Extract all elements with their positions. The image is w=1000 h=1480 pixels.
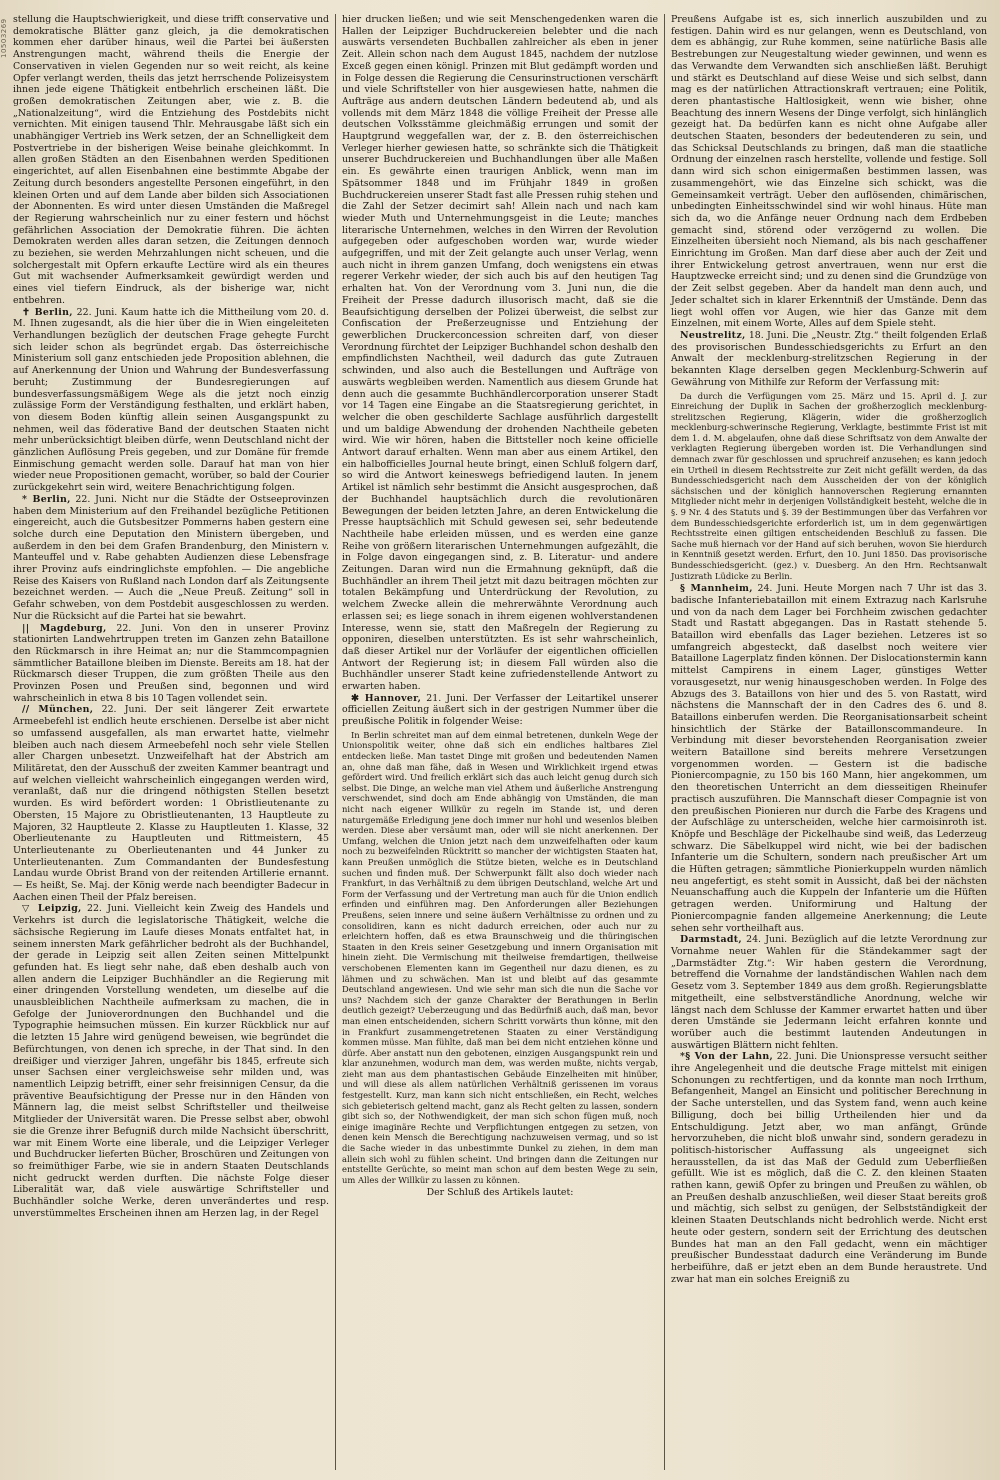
quoted-text: In Berlin schreitet man auf dem einmal betretenen, dunkeln Wege der Unionspolitik weiter, ohne daß sich ein endliches haltbares Ziel entdecken ließe. Man tastet Dinge mit großen und bedeutenden Namen an, ohne daß man fähe, daß in Wesen und Wirklichkeit irgend etwas gefördert wird. Und freilich erklärt sich das auch leicht genug durch sich selbst. Die Dinge, an welche man viel Athem und äußerliche Anstrengung verschwendet, sind doch am Ende abhängig von Umständen, die man nicht nach eigener Willkür zu regeln im Stande ist, und deren naturgemäße Erledigung jene doch immer nur hohl und wesenlos bleiben werden. Diese aber versäumt man, oder will sie nicht anerkennen. Der Umfang, welchen die Union jetzt nach dem unzweifelhaften oder kaum noch zu bezweifelnden Rücktritt so mancher der wichtigsten Staaten hat, kann Preußen unmöglich die Stütze bieten, welche es in Deutschland suchen und finden muß. Der Schwerpunkt fällt also doch wieder nach Frankfurt, in das Verhältniß zu dem übrigen Deutschland, welche Art und Form der Verfassung und der Vertretung man auch für die Union endlich erfinden und einführen mag. Den Anforderungen aller Beziehungen Preußens, seien innere und seine äußern Verhältnisse zu ordnen und zu consolidiren, kann es nicht dadurch erreichen, oder auch nur zu erleichtern hoffen, daß es etwa Braunschweig und die thüringischen Staaten in den Kreis seiner Gesetzgebung und innern Organisation mit hinein zieht. Die Vermischung mit theilweise fremdartigen, theilweise verschobenen Elementen kann im Gegentheil nur dazu dienen, es zu lähmen und zu schwächen. Man ist und bleibt auf das gesammte Deutschland angewiesen. Und wie sehr man sich die nun die Sache vor uns? Nachdem sich der ganze Charakter der Berathungen in Berlin deutlich gezeigt? Ueberzeugung und das Bedürfniß auch, daß man, bevor man einen entscheidenden, sichern Schritt vorwärts thun könne, mit den in Frankfurt zusammengetretenen Staaten zu einer Verständigung kommen müsse. Man fühlte, daß man bei dem nicht entziehen könne und dürfe. Aber anstatt nun den gebotenen, einzigen Ausgangspunkt rein und klar anzunehmen, wodurch man dem, was werden mußte, nichts vergab, zieht man aus dem phantastischen Gebäude Einzelheiten mit hinüber, und will diese als allem natürlichen Verhältniß gerissenen im voraus festgestellt. Kurz, man kann sich nicht entschließen, ein Recht, welches sich gebieterisch geltend macht, ganz als Recht gelten zu lassen, sondern gibt sich so, der Nothwendigkeit, der man sich schon fügen muß, noch einige imaginäre Rechte und Verpflichtungen entgegen zu setzen, von denen kein Mensch die Berechtigung nachzuweisen vermag, und so ist die Sache wieder in das unbestimmte Dunkel zu ziehen, in dem man allein sich wohl zu fühlen scheint. Und bringen dann die Zeitungen nur entstellte Gerüchte, so meint man schon auf dem besten Wege zu sein, um Alles der Willkür zu lassen zu können.: [342, 729, 658, 1185]
dateline: ✱ Hannover,: [351, 692, 422, 704]
news-body: 24. Juni. Heute Morgen nach 7 Uhr ist das 3. badische Infanteriebataillon mit einem Extrazug nach Karlsruhe und von da nach dem Lager bei Forchheim zwischen gedachter Stadt und Rastatt abgegangen. Das in Rastatt stehende 5. Bataillon wird ebenfalls das Lager beziehen. Letzeres ist so umfangreich abgesteckt, daß daselbst noch weitere vier Bataillone Lagerplatz finden können. Der Dislocationstermin kann mittelst Campirens in einem Lager, günstiges Wetter vorausgesetzt, nur wenig hinausgeschoben werden. In Folge des Abzugs des 3. Bataillons von hier und des 5. von Rastatt, wird nächstens die Mannschaft der in den Cadres des 6. und 8. Bataillons einberufen werden. Die Reorganisationsarbeit scheint hinsichtlich der Stärke der Bataillonscommandeure. In Verbindung mit dieser bevorstehenden Reorganisation zweier weitern Bataillone sind bereits mehrere Versetzungen vorgenommen worden. — Gestern ist die badische Pioniercompagnie, zu 150 bis 160 Mann, hier angekommen, um den theoretischen Unterricht an dem diesseitigen Rheinufer practisch auszuführen. Die Mannschaft dieser Compagnie ist von den preußischen Pionieren nur durch die Farbe des Kragens und der Aufschläge zu unterscheiden, welche hier carmoisinroth ist. Knöpfe und Beschläge der Pickelhaube sind weiß, das Lederzeug schwarz. Die Säbelkuppel wird nicht, wie bei der badischen Infanterie um die Schultern, sondern nach preußischer Art um die Hüften getragen; sämmtliche Pionierkuppeln wurden nämlich neu angefertigt, es steht somit in Aussicht, daß bei der nächsten Neuanschaffung auch die Kuppeln der Infanterie um die Hüften getragen werden. Uniformirung und Haltung der Pioniercompagnie fanden allgemeine Anerkennung; die Leute sehen sehr vortheilhaft aus.: [671, 583, 988, 934]
news-item: [13, 623, 329, 705]
news-item: [13, 903, 329, 1219]
dateline: // München,: [22, 704, 94, 716]
quoted-text: Da durch die Verfügungen vom 25. März und 15. April d. J. zur Einreichung der Duplik in Sachen der großherzoglich mecklenburg-strelitzschen Regierung, Klägerin, wider die großherzoglich mecklenburg-schwerinsche Regierung, Verklagte, bestimmte Frist ist mit dem 1. d. M. abgelaufen, ohne daß diese Schriftsatz von dem Anwalte der verklagten Regierung übergeben worden ist. Die Verhandlungen sind demnach zwar für geschlossen und spruchreif anzusehen; es kann jedoch ein Urtheil in diesem Rechtsstreite zur Zeit nicht gefällt werden, da das Bundesschiedsgericht nach dem Ausscheiden der von der königlich sächsischen und der königlich hannoverschen Regierung ernannten Mitglieder nicht mehr in derjenigen Vollständigkeit besteht, welche die in §. 9 Nr. 4 des Statuts und §. 39 der Bestimmungen über das Verfahren vor dem Bundesschiedsgerichte erforderlich ist, um in dem gegenwärtigen Rechtsstreite einen giltigen entscheidenden Beschluß zu fassen. Die Sache muß hiernach vor der Hand auf sich beruhen, wovon Sie hierdurch in Kenntniß gesetzt werden. Erfurt, den 10. Juni 1850. Das provisorische Bundesschiedsgericht. (gez.) v. Duesberg. An den Hrn. Rechtsanwalt Justizrath Lüdicke zu Berlin.: [671, 390, 987, 581]
continued-text: Preußens Aufgabe ist es, sich innerlich auszubilden und zu festigen. Dahin wird es nur gelangen, wenn es Deutschland, von dem es abhängig, zur Ruhe kommen, seine natürliche Basis alle Bestrebungen zur Neugestaltung wieder gewinnen, und wenn es das Verwandte dem Verwandten sich anschließen läßt. Beruhigt und stärkt es Deutschland auf diese Weise und sich selbst, dann mag es der natürlichen Attractionskraft vertrauen; eine Politik, deren phantastische Haltlosigkeit, wenn wie bisher, ohne Beachtung des innern Wesens der Dinge verfolgt, sich hinlänglich gezeigt hat. Da bedürfen kann es nicht ohne Aufgabe aller deutschen Staaten, besonders der bedeutenderen zu sein, und das Schicksal Deutschlands zu bringen, daß man die staatliche Ordnung der einzelnen rasch herstellte, vollende und festige. Soll dann wird sich schon einigermaßen bestimmen lassen, was zusammengehört, wie das Einzelne sich schickt, was die Gemeinsamkeit verträgt. Ueber den auflösenden, chimärischen, unbedingten Einheitsschwindel sind wir wohl hinaus. Hüte man sich da, wo die Anfänge neuer Ordnung nach dem Erdbeben gemacht sind, störend oder verzögernd zu wollen. Die Einzelheiten übersieht noch Niemand, als bis nach geschaffener Einrichtung im Großen. Man darf diese aber auch der Zeit und ihrer Entwickelung getrost anvertrauen, wenn nur erst die Hauptzwecke erreicht sind; und zu denen sind die Grundzüge von der Zeit selbst gegeben. Aber da handelt man denn auch, und Jeder schaltet sich in klarer Erkenntniß der Umstände. Denn das liegt wohl offen vor Augen, wie hier das Ganze mit dem Einzelnen, mit einem Worte, Alles auf dem Spiele steht.: [671, 14, 987, 330]
news-item: [671, 330, 987, 389]
archive-id: 10503269: [0, 18, 8, 58]
news-body: 18. Juni. Die „Neustr. Ztg.“ theilt folgenden Erlaß des provisorischen Bundesschiedsgerichts zu Erfurt an den Anwalt der mecklenburg-strelitzschen Regierung in der bekannten Klage derselben gegen Mecklenburg-Schwerin auf Gewährung von Mithilfe zur Reform der Verfassung mit:: [671, 329, 987, 388]
centered-line: Der Schluß des Artikels lautet:: [426, 1187, 574, 1199]
continued-text: hier drucken ließen; und wie seit Menschengedenken waren die Hallen der Leipziger Buchdruckereien belebter und die nach auswärts versendeten Buchballen zahlreicher als eben in jener Zeit. Allein schon nach dem August 1845, nachdem der nutzlose Exceß gegen einen königl. Prinzen mit Blut gedämpft worden und in Folge dessen die Regierung die Censurinstructionen verschärft und viele Schriftsteller von hier ausgewiesen hatte, nahmen die Aufträge aus andern deutschen Ländern bedeutend ab, und als vollends mit dem März 1848 die völlige Freiheit der Presse alle deutschen Volksstämme gleichmäßig errungen und somit der Hauptgrund weggefallen war, der z. B. den österreichischen Verleger hierher gewiesen hatte, so schränkte sich die Thätigkeit unserer Buchdruckereien und Buchhandlungen über alle Maßen ein. Es gewährte einen traurigen Anblick, wenn man im Spätsommer 1848 und im Frühjahr 1849 in großen Buchdruckereien unserer Stadt fast alle Pressen ruhig stehen und die Zahl der Setzer decimirt sah! Allein nach und nach kam wieder Muth und Unternehmungsgeist in die Leute; manches literarische Unternehmen, welches in den Wirren der Revolution aufgegeben oder aufgeschoben worden war, wurde wieder aufgegriffen, und mit der Zeit gelangte auch unser Verlag, wenn auch nicht in ihrem ganzen Umfang, doch wenigstens ein etwas regerer Verkehr wieder, der sich auch bis auf den heutigen Tag erhalten hat. Von der Verordnung vom 3. Juni nun, die die Freiheit der Presse dadurch illusorisch macht, daß sie die Beaufsichtigung derselben der Polizei überweist, die selbst zur Confiscation der Preßerzeugnisse und Entziehung der gewerblichen Druckerconcession schreiten darf, von dieser Verordnung fürchtet der Leipziger Buchhandel schon deshalb den empfindlichsten Nachtheil, weil dadurch das gute Zutrauen schwinden, und also auch die Bestellungen und Aufträge von auswärts wegbleiben werden. Namentlich aus diesem Grunde hat denn auch die gesammte Buchhändlercorporation unserer Stadt vor 14 Tagen eine Eingabe an die Staatsregierung gerichtet, in welcher die oben geschilderte Sachlage ausführlich dargestellt und um baldige Abwendung der drohenden Nachtheile gebeten wird. Wie wir hören, haben die Bittsteller noch keine officielle Antwort darauf erhalten. Wenn man aber aus einem Artikel, den ein halbofficielles Journal heute bringt, einen Schluß folgern darf, so wird die Antwort keineswegs befriedigend lauten. In jenem Artikel ist nämlich sehr bestimmt die Ansicht ausgesprochen, daß der Buchhandel hauptsächlich durch die revolutionären Bewegungen der beiden letzten Jahre, an deren Entwickelung die Presse hauptsächlich mit Schuld gewesen sei, sehr bedeutende Nachtheile habe erleiden müssen, und es werden eine ganze Reihe von größern literarischen Unternehmungen aufgezählt, die in Folge davon eingegangen sind, z. B. Literatur- und andere Zeitungen. Daran wird nun die Ermahnung geknüpft, daß die Buchhändler an ihrem Theil jetzt mit dazu beitragen möchten zur totalen Bekämpfung und Unterdrückung der Revolution, zu welchem Zwecke allein die mehrerwähnte Verordnung auch erlassen sei; es liege sonach in ihrem eigenen wohlverstandenen Interesse, wenn sie, statt den Maßregeln der Regierung zu opponiren, dieselben unterstützten. Es ist sehr wahrscheinlich, daß dieser Artikel nur der Vorläufer der eigentlichen officiellen Antwort der Regierung ist; in diesem Fall würden also die Buchhändler unserer Stadt keine zufriedenstellende Antwort zu erwarten haben.: [342, 14, 658, 693]
news-item: [13, 494, 329, 623]
news-body: 21. Juni. Der Verfasser der Leitartikel unserer officiellen Zeitung äußert sich in der gestrigen Nummer über die preußische Politik in folgender Weise:: [342, 692, 659, 728]
dateline: *§ Von der Lahn,: [680, 1051, 774, 1063]
news-body: 22. Juni. Vielleicht kein Zweig des Handels und Verkehrs ist durch die legislatorische Thätigkeit, welche die sächsische Regierung im Laufe dieses Monats entfaltet hat, in seinem innersten Mark gefährlicher bedroht als der Buchhandel, der gerade in Leipzig seit allen Zeiten seinen Mittelpunkt gefunden hat. Es liegt sehr nahe, daß eben deshalb auch von allen andern die Leipziger Buchhändler an die Regierung mit einer dringenden Vorstellung wendeten, um dieselbe auf die unausbleiblichen Nachtheile aufmerksam zu machen, die in Gefolge der Junioverordnungen den Buchhandel und die Typographie heimsuchen müssen. Ein kurzer Rückblick nur auf die letzten 15 Jahre wird genügend beweisen, wie begründet die Befürchtungen, von denen ich spreche, in der That sind. In den dreißiger und vierziger Jahren, ungefähr bis 1845, erfreute sich unser Sachsen einer vergleichsweise sehr milden und, was namentlich Leipzig betrifft, einer sehr freisinnigen Censur, da die präventive Beaufsichtigung der Presse nur in den Händen von Männern lag, die meist selbst Schriftsteller und theilweise Mitglieder der Universität waren. Die Presse selbst aber, obwohl sie die Grenze ihrer Befugniß durch milde Nachsicht überschritt, war mit Einem Worte eine liberale, und die Leipziger Verleger und Buchdrucker lieferten Bücher, Broschüren und Zeitungen von so freimüthiger Farbe, wie sie in andern Staaten Deutschlands nicht gedruckt werden durften. Die nächste Folge dieser Liberalität war, daß viele auswärtige Schriftsteller und Buchhändler solche Werke, deren unverändertes und resp. unverstümmeltes Erscheinen ihnen am Herzen lag, in der Regel: [13, 903, 330, 1219]
news-item: [13, 704, 329, 903]
column-1: [8, 14, 334, 1470]
continued-text: stellung die Hauptschwierigkeit, und diese trifft conservative und demokratische Blätter ganz gleich, ja die demokratischen kommen eher darüber hinaus, weil die Partei bei äußersten Anstrengungen macht, während theils die Energie der Conservativen in vielen Gegenden nur so weit reicht, als keine Opfer verlangt werden, theils das jetzt herrschende Polizeisystem ihnen jede eigene Thätigkeit entbehrlich erscheinen läßt. Die großen demokratischen Zeitungen aber, wie z. B. die „Nationalzeitung“, wird die Entziehung des Postdebits nicht vernichten. Mit einigen tausend Thlr. Mehrausgabe läßt sich ein unabhängiger Vertrieb ins Werk setzen, der an Schnelligkeit dem Postvertriebe in der bisherigen Weise beinahe gleichkommt. In allen großen Städten an den Eisenbahnen werden Speditionen eingerichtet, auf allen Eisenbahnen eine bestimmte Abgabe der Zeitung durch besonders angestellte Personen eingeführt, in den kleinen Orten und auf dem Lande aber bilden sich Associationen der Abonnenten. Es wird unter diesen Umständen die Maßregel der Regierung wahrscheinlich nur zu einer festern und höchst gefährlichen Association der Demokratie führen. Die ächten Demokraten werden alles daran setzen, die Zeitungen dennoch zu beziehen, sie werden Mehrzahlungen nicht scheuen, und die solchergestalt mit Opfern erkaufte Lectüre wird als ein theures Gut mit wachsender Aufmerksamkeit gewürdigt werden und eines viel tiefern Eindruck, als der bisherige war, nicht entbehren.: [13, 14, 329, 306]
news-body: 22. Juni. Der seit längerer Zeit erwartete Armeebefehl ist endlich heute erschienen. Derselbe ist aber nicht so umfassend ausgefallen, als man erwartet hatte, vielmehr bleiben auch nach diesem Armeebefehl noch sehr viele Stellen aller Chargen unbesetzt. Unzweifelhaft hat der Abstrich am Militäretat, den der Ausschuß der zweiten Kammer beantragt und auf welchen vielleicht wahrscheinlich eingegangen werden wird, veranlaßt, daß nur die dringend nöthigsten Stellen besetzt wurden. Es wird befördert worden: 1 Obristlieutenante zu Obersten, 15 Majore zu Obristlieutenanten, 13 Hauptleute zu Majoren, 32 Hauptleute 2. Klasse zu Hauptleuten 1. Klasse, 32 Oberlieutenante zu Hauptleuten und Rittmeistern, 45 Unterlieutenante zu Oberlieutenanten und 44 Junker zu Unterlieutenanten. Zum Commandanten der Bundesfestung Landau wurde Obrist Brand von der reitenden Artillerie ernannt. — Es heißt, Se. Maj. der König werde nach beendigter Badecur in Aachen einen Theil der Pfalz bereisen.: [13, 704, 329, 903]
dateline: Neustrelitz,: [680, 329, 746, 341]
news-body: 24. Juni. Bezüglich auf die letzte Verordnung zur Vornahme neuer Wahlen für die Ständekammer sagt der „Darmstädter Ztg.“: Wir haben gestern die Verordnung, betreffend die Vornahme der landständischen Wahlen nach dem Gesetz vom 3. September 1849 aus dem großh. Regierungsblatte mitgetheilt, eine selbstverständliche Anordnung, welche wir längst nach dem Schlusse der Kammer erwartet hatten und über deren Umstände sie Jedermann leicht erfahren konnte und worüber auch die bestimmt lautenden Andeutungen in auswärtigen Blättern nicht fehlten.: [671, 934, 987, 1051]
news-item: [671, 1051, 987, 1285]
column-2: [337, 14, 663, 1470]
news-body: 22. Juni. Die Unionspresse versucht seither ihre Angelegenheit und die deutsche Frage mittelst mit einigen Schonungen zu rechtfertigen, und da konnte man noch Irrthum, Befangenheit, Mangel an Einsicht und politischer Berechnung in der Sache unterstellen, und das System fand, wenn auch keine Billigung, doch bei billig Urtheilenden hier und da Entschuldigung. Jetzt aber, wo man anfängt, Gründe hervorzuheben, die nicht bloß unwahr sind, sondern geradezu in politisch-historischer Auffassung als ungeeignet sich herausstellen, da ist das Maß der Geduld zum Ueberfließen gefüllt. Wie ist es möglich, daß die C. Z. den kleinen Staaten rathen kann, gewiß Opfer zu bringen und Preußen zu wählen, ob an Preußen deshalb anzuschließen, weil dieser Staat bereits groß und mächtig, sich selbst zu genügen, der Selbstständigkeit der kleinen Staaten Deutschlands nicht bedrohlich werde. Nicht erst heute oder gestern, sondern seit der Errichtung des deutschen Bundes hat man an den Fall gedacht, wenn ein mächtiger preußischer Bundesstaat dadurch eine Veränderung im Bunde herbeiführe, daß er jetzt eben an dem Bunde heraustrete. Und zwar hat man ein solches Ereigniß zu: [671, 1051, 987, 1285]
news-item: [13, 307, 329, 494]
news-body: 22. Juni. Nicht nur die Städte der Ostseeprovinzen haben dem Ministerium auf den Freihandel bezügliche Petitionen eingereicht, auch die Gutsbesitzer Pommerns haben gestern eine solche durch eine Deputation den Ministern übergeben, und außerdem in den bei dem Grafen Brandenburg, den Ministern v. Manteuffel und v. Rabe gehabten Audienzen diese Lebensfrage ihrer Provinz aufs eindringlichste empfohlen. — Die angebliche Reise des Kaisers von Rußland nach London darf als Zeitungsente bezeichnet werden. — Auch die „Neue Preuß. Zeitung“ soll in Gefahr schweben, von dem Postdebit ausgeschlossen zu werden. Nur die Rücksicht auf die Partei hat sie bewahrt.: [13, 493, 329, 622]
dateline: ✝ Berlin,: [22, 306, 73, 318]
column-3: [666, 14, 992, 1470]
dateline: ▽ Leipzig,: [22, 903, 82, 915]
dateline: § Mannheim,: [680, 583, 753, 595]
column-rule: [335, 14, 336, 1470]
dateline: * Berlin,: [22, 493, 71, 505]
dateline: Darmstadt,: [680, 934, 742, 946]
news-body: 22. Juni. Von den in unserer Provinz stationirten Landwehrtruppen treten im Ganzen zehn Bataillone den Rückmarsch in ihre Heimat an; nur die Stammcompagnien sämmtlicher Bataillone bleiben im Dienste. Bereits am 18. hat der Rückmarsch dieser Truppen, die zum größten Theile aus den Provinzen Posen und Preußen sind, begonnen und wird wahrscheinlich in etwa 8 bis 10 Tagen vollendet sein.: [13, 622, 329, 704]
dateline: || Magdeburg,: [22, 622, 107, 634]
news-item: [671, 934, 987, 1051]
column-rule: [664, 14, 665, 1470]
news-item: [342, 693, 658, 728]
news-item: [671, 583, 987, 934]
news-body: 22. Juni. Kaum hatte ich die Mittheilung vom 20. d. M. Ihnen zugesandt, als die hier über die in Wien eingeleiteten Verhandlungen bezüglich der deutschen Frage gehegte Furcht sich leider schon als begründet ergab. Das österreichische Ministerium soll ganz entschieden jede Proposition ablehnen, die auf Anerkennung der Union und Wahrung der Bundesverfassung beruht; Zustimmung der Bundesregierungen auf bundesverfassungsmäßigem Wege als die jetzt noch einzig zulässige Form der Verständigung festhalten, und erklärt haben, von diesem Boden künftig allein seinen Ausgangspunkt zu nehmen, weil das föderative Band der deutschen Staaten nicht mehr unberücksichtigt bleiben dürfe, wenn Deutschland nicht der gänzlichen Auflösung Preis gegeben, und zur Domäne für fremde Einmischung gemacht werden solle. Darauf hat man von hier wieder neue Propositionen gemacht, worüber, so bald der Courier zurückgekehrt sein wird, weitere Benachrichtigung folgen.: [13, 306, 329, 494]
columns: [8, 14, 992, 1470]
